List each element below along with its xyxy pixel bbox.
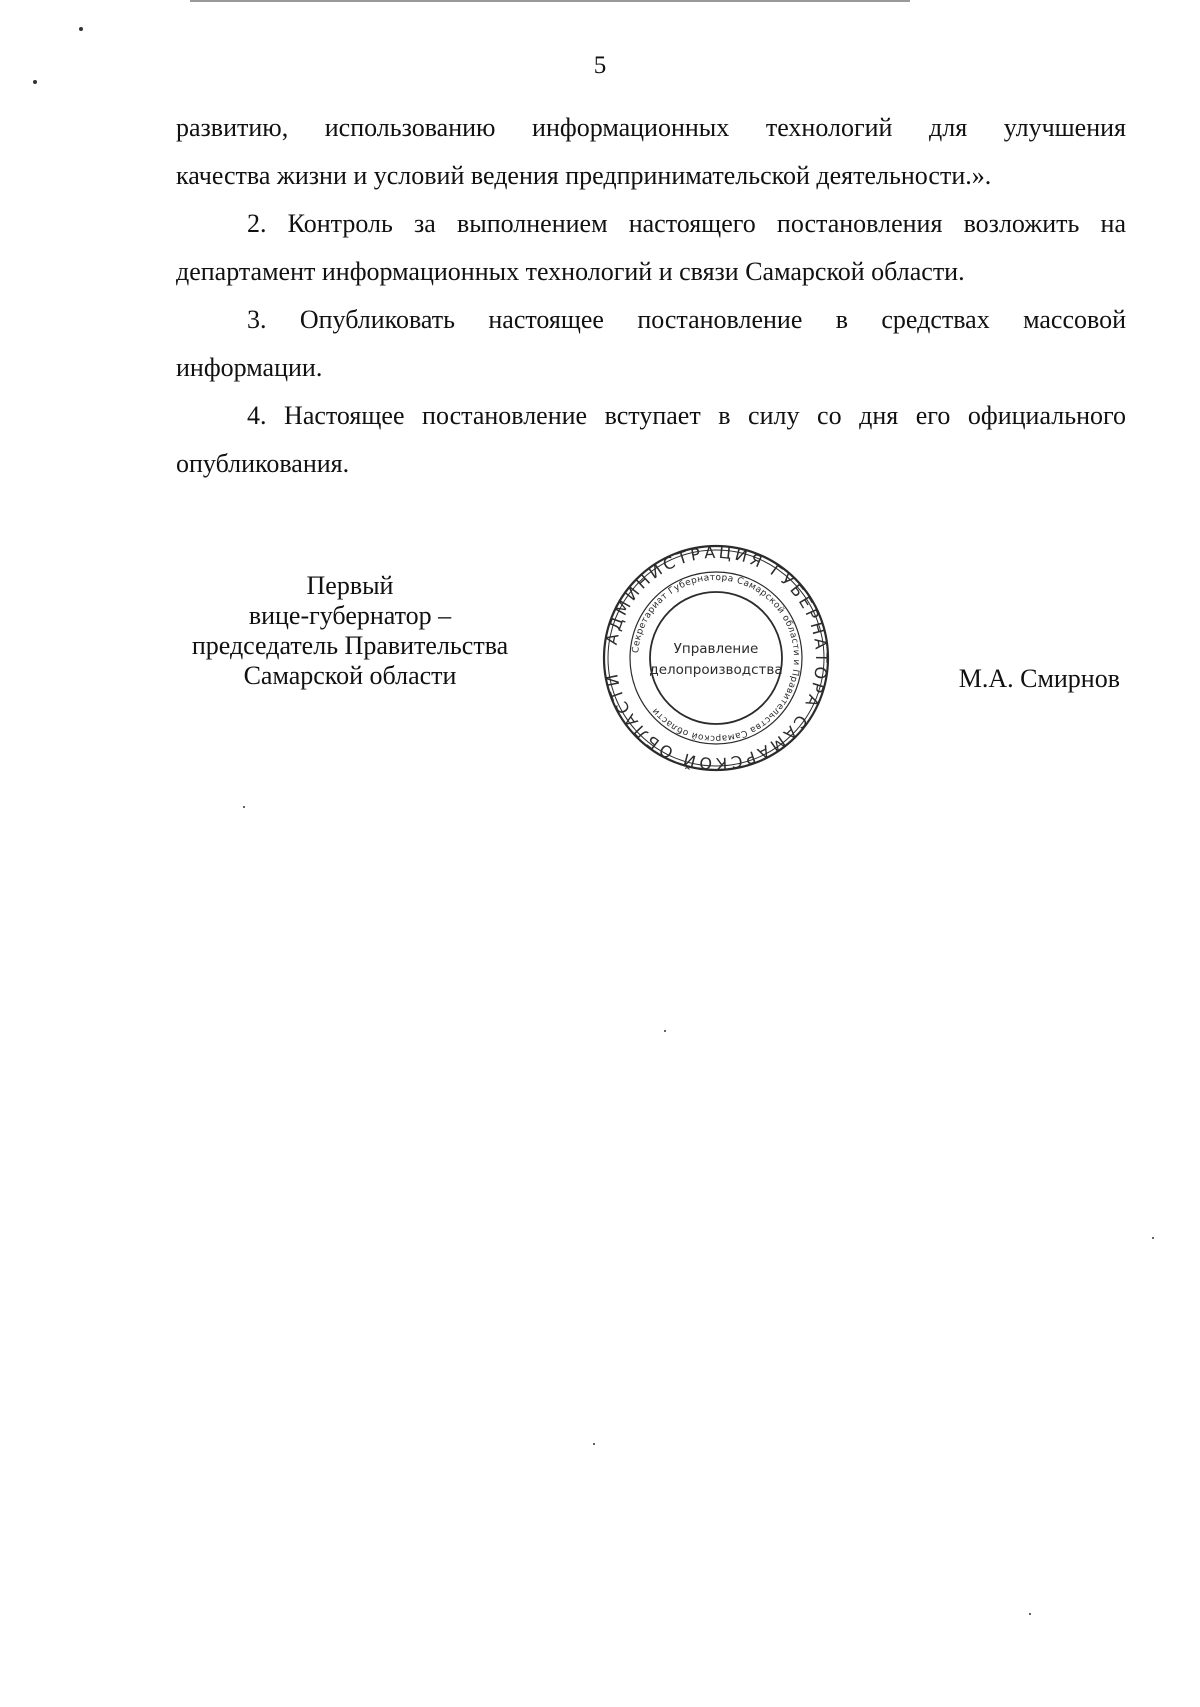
seal-outer-text-path: АДМИНИСТРАЦИЯ ГУБЕРНАТОРА САМАРСКОЙ ОБЛАСТИ bbox=[601, 543, 831, 773]
signatory-position bbox=[170, 571, 530, 691]
scan-speck bbox=[1152, 1237, 1154, 1239]
page-number: 5 bbox=[593, 52, 607, 79]
scan-speck bbox=[33, 80, 37, 84]
paragraph-continuation-end bbox=[176, 152, 1126, 200]
document-body bbox=[176, 104, 1126, 488]
seal-center-line-1: Управление bbox=[673, 641, 759, 657]
seal-center-line-2: делопроизводства bbox=[649, 662, 783, 678]
signatory-position-line: Самарской области bbox=[243, 661, 457, 690]
paragraph-line: 4. Настоящее постановление вступает в силу со дня его официального bbox=[247, 401, 1126, 430]
paragraph-line: опубликования. bbox=[176, 449, 350, 478]
scan-speck bbox=[79, 27, 83, 31]
paragraph-line: качества жизни и условий ведения предпринимательской деятельности.». bbox=[176, 161, 992, 190]
paragraph-line: департамент информационных технологий и связи Самарской области. bbox=[176, 257, 965, 286]
paragraph-line: развитию, использованию информационных технологий для улучшения bbox=[176, 113, 1126, 142]
seal-center-border bbox=[650, 592, 782, 724]
paragraph-item-2 bbox=[176, 200, 1126, 248]
paragraph-item-3-end bbox=[176, 344, 1126, 392]
scan-speck bbox=[243, 806, 245, 808]
signatory-position-line: вице-губернатор – bbox=[248, 601, 452, 630]
paragraph-line: информации. bbox=[176, 353, 323, 382]
paragraph-line: 3. Опубликовать настоящее постановление в средствах массовой bbox=[247, 305, 1126, 334]
scan-speck bbox=[1029, 1613, 1031, 1615]
paragraph-continuation bbox=[176, 104, 1126, 152]
seal-inner-text-path: Секретариат Губернатора Самарской области и Правительства Самарской области bbox=[631, 572, 802, 744]
paragraph-item-2-end bbox=[176, 248, 1126, 296]
signatory-name: М.А. Смирнов bbox=[958, 664, 1120, 693]
paragraph-item-4 bbox=[176, 392, 1126, 440]
scan-speck bbox=[593, 1443, 595, 1445]
official-seal bbox=[601, 543, 831, 773]
scan-speck bbox=[664, 1030, 666, 1032]
signatory-position-line: председатель Правительства bbox=[191, 631, 509, 660]
seal-inner-text bbox=[631, 573, 801, 743]
paragraph-line: 2. Контроль за выполнением настоящего постановления возложить на bbox=[247, 209, 1126, 238]
scan-top-edge bbox=[190, 0, 910, 2]
seal-middle-border bbox=[630, 572, 802, 744]
paragraph-item-4-end bbox=[176, 440, 1126, 488]
paragraph-item-3 bbox=[176, 296, 1126, 344]
signatory-position-line: Первый bbox=[306, 571, 394, 600]
